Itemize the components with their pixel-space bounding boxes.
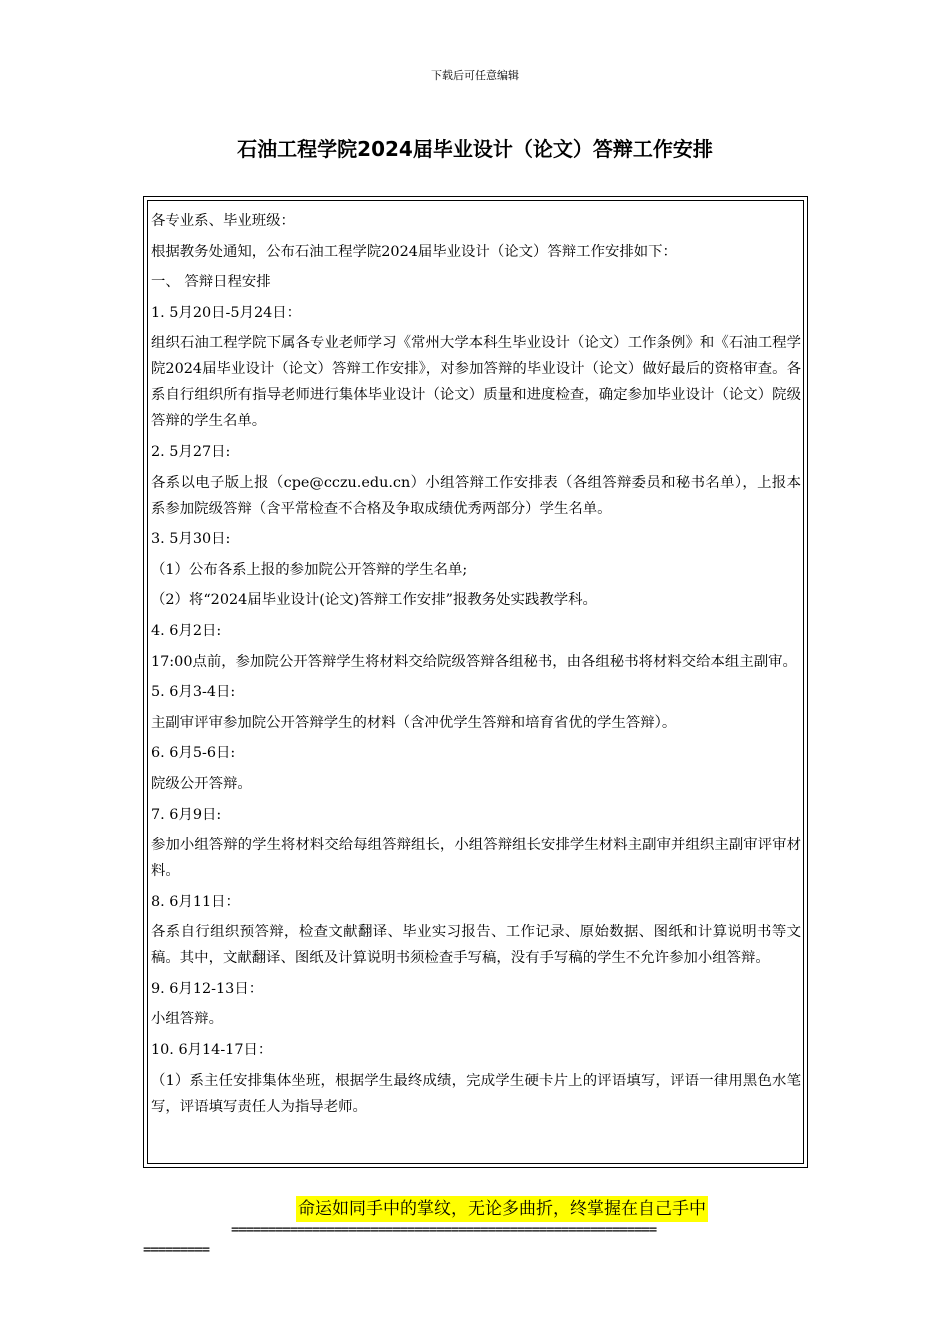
schedule-item-5-text: 主副审评审参加院公开答辩学生的材料（含冲优学生答辩和培育省优的学生答辩）。: [151, 714, 677, 731]
schedule-item-2-text: 各系以电子版上报（cpe@cczu.edu.cn）小组答辩工作安排表（各组答辩委员和秘书名单），上报本系参加院级答辩（含平常检查不合格及争取成绩优秀两部分）学生名单。: [151, 474, 801, 517]
schedule-item-6-text: 院级公开答辩。: [151, 775, 252, 792]
document-title: 石油工程学院2024届毕业设计（论文）答辩工作安排: [237, 137, 713, 161]
schedule-item-3-text-2: （2）将“2024届毕业设计(论文)答辩工作安排”报教务处实践教学科。: [151, 592, 597, 609]
content-frame-inner: [147, 200, 804, 1164]
motto-highlight: 命运如同手中的掌纹，无论多曲折，终掌握在自己手中: [296, 1196, 708, 1222]
schedule-item-8-text: 各系自行组织预答辩，检查文献翻译、毕业实习报告、工作记录、原始数据、图纸和计算说明书等文稿。其中，文献翻译、图纸及计算说明书须检查手写稿，没有手写稿的学生不允许参加小组答辩。: [151, 924, 801, 967]
schedule-item-3-date: 3. 5月30日:: [151, 531, 231, 548]
schedule-item-6-date: 6. 6月5-6日:: [151, 745, 236, 762]
content-frame: [143, 196, 808, 1168]
intro-line: 根据教务处通知，公布石油工程学院2024届毕业设计（论文）答辩工作安排如下：: [151, 243, 677, 260]
schedule-item-7-text: 参加小组答辩的学生将材料交给每组答辩组长，小组答辩组长安排学生材料主副审并组织主副审评审材料。: [151, 837, 801, 880]
section-heading: 一、 答辩日程安排: [151, 274, 271, 291]
separator-line-1: ==========================================================: [231, 1222, 657, 1238]
header-note: 下载后可任意编辑: [431, 69, 519, 82]
schedule-item-8-date: 8. 6月11日：: [151, 893, 240, 910]
schedule-item-1-text: 组织石油工程学院下属各专业老师学习《常州大学本科生毕业设计（论文）工作条例》和《石油工程学院2024届毕业设计（论文）答辩工作安排》，对参加答辩的毕业设计（论文）做好最后的资格审查。各系自行组织所有指导老师进行集体毕业设计（论文）质量和进度检查，确定参加毕业设计（论文）院级答辩的学生名单。: [151, 335, 801, 430]
schedule-item-9-date: 9. 6月12-13日：: [151, 980, 264, 997]
schedule-item-4-text: 17:00点前，参加院公开答辩学生将材料交给院级答辩各组秘书，由各组秘书将材料交给本组主副审。: [151, 653, 797, 670]
schedule-item-9-text: 小组答辩。: [151, 1011, 223, 1028]
schedule-item-5-date: 5. 6月3-4日:: [151, 684, 236, 701]
schedule-item-1-date: 1. 5月20日-5月24日：: [151, 304, 302, 321]
schedule-item-10-date: 10. 6月14-17日：: [151, 1042, 273, 1059]
separator-line-2: =========: [143, 1242, 209, 1258]
schedule-item-7-date: 7. 6月9日:: [151, 806, 222, 823]
schedule-item-3-text-1: （1）公布各系上报的参加院公开答辩的学生名单;: [151, 561, 468, 578]
schedule-item-4-date: 4. 6月2日:: [151, 622, 222, 639]
schedule-item-2-date: 2. 5月27日:: [151, 443, 231, 460]
salutation: 各专业系、毕业班级：: [151, 213, 295, 229]
schedule-item-10-text: （1）系主任安排集体坐班，根据学生最终成绩，完成学生硬卡片上的评语填写，评语一律用黑色水笔写，评语填写责任人为指导老师。: [151, 1072, 801, 1115]
